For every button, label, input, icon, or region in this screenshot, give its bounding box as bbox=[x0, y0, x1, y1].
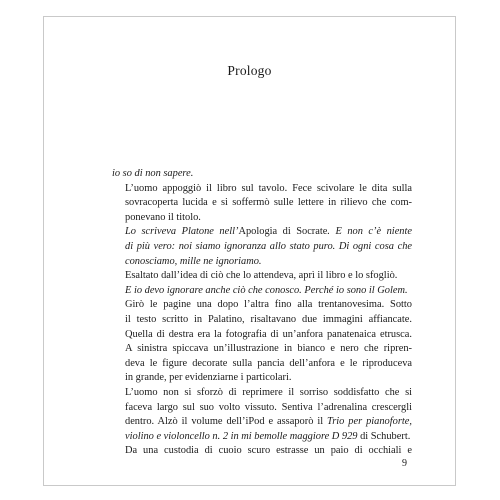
roman-run: dentro. Alzò il volume dell’iPod e assaporò il bbox=[125, 416, 328, 428]
paragraph bbox=[112, 225, 412, 269]
roman-run: deva le figure decorate sulla pancia dell’anfora e le riproduceva bbox=[125, 357, 412, 369]
body-text bbox=[112, 167, 412, 459]
book-page bbox=[43, 16, 456, 486]
text-line bbox=[112, 196, 412, 211]
italic-run: . E non c’è niente bbox=[327, 226, 413, 238]
page-number: 9 bbox=[402, 458, 407, 469]
text-line bbox=[112, 444, 412, 459]
roman-run: A sinistra spiccava un’illustrazione in bianco e nero che ripren- bbox=[125, 343, 412, 355]
italic-run: Trio per pianoforte, bbox=[327, 416, 412, 428]
roman-run: di Schubert. bbox=[357, 430, 411, 442]
roman-run: in grande, per evidenziarne i particolari. bbox=[125, 372, 292, 384]
italic-run: violino e violoncello n. 2 in mi bemolle maggiore D 929 bbox=[125, 430, 358, 442]
roman-run: L’uomo appoggiò il libro sul tavolo. Fece scivolare le dita sulla bbox=[125, 182, 412, 194]
roman-run: Da una custodia di cuoio scuro estrasse un paio di occhiali e bbox=[125, 445, 412, 457]
text-line bbox=[112, 240, 412, 255]
text-line bbox=[112, 269, 412, 284]
roman-run: ponevano il titolo. bbox=[125, 211, 201, 223]
text-line bbox=[112, 328, 412, 343]
roman-run: sovracoperta lucida e si soffermò sulle lettere in rilievo che com- bbox=[125, 197, 412, 209]
text-line bbox=[112, 284, 412, 299]
text-line bbox=[112, 357, 412, 372]
text-line bbox=[112, 211, 412, 226]
chapter-title: Prologo bbox=[227, 63, 272, 78]
text-line bbox=[112, 342, 412, 357]
paragraph bbox=[112, 444, 412, 459]
roman-run: il testo scritto in Palatino, risaltavano due immagini affiancate. bbox=[125, 313, 412, 325]
text-line bbox=[112, 430, 412, 445]
italic-run: Lo scriveva Platone nell’ bbox=[125, 226, 239, 238]
roman-run: Girò le pagine una dopo l’altra fino alla trentanovesima. Sotto bbox=[125, 299, 412, 311]
text-line bbox=[112, 371, 412, 386]
roman-run: Esaltato dall’idea di ciò che lo attendeva, aprì il libro e lo sfogliò. bbox=[125, 270, 398, 282]
text-line bbox=[112, 415, 412, 430]
text-line bbox=[112, 167, 412, 182]
italic-run: conosciamo, mille ne ignoriamo. bbox=[125, 255, 262, 267]
paragraph bbox=[112, 284, 412, 299]
text-line bbox=[112, 225, 412, 240]
text-line bbox=[112, 182, 412, 197]
roman-run: Apologia di Socrate bbox=[238, 226, 328, 238]
paragraph bbox=[112, 298, 412, 386]
text-line bbox=[112, 386, 412, 401]
paragraph bbox=[112, 269, 412, 284]
text-line bbox=[112, 313, 412, 328]
text-line bbox=[112, 401, 412, 416]
italic-run: io so di non sapere. bbox=[112, 168, 194, 179]
paragraph bbox=[112, 167, 412, 182]
paragraph bbox=[112, 182, 412, 226]
roman-run: Quella di destra era la fotografia di un’anfora panatenaica etrusca. bbox=[125, 328, 412, 340]
text-line bbox=[112, 298, 412, 313]
text-line bbox=[112, 255, 412, 270]
italic-run: E io devo ignorare anche ciò che conosco. Perché io sono il Golem. bbox=[125, 284, 408, 296]
italic-run: di più vero: noi siamo ignoranza allo stato puro. Di ogni cosa che bbox=[125, 240, 412, 252]
paragraph bbox=[112, 386, 412, 444]
roman-run: L’uomo non si sforzò di reprimere il sorriso soddisfatto che si bbox=[125, 386, 412, 398]
roman-run: faceva largo sul suo volto vissuto. Sentiva l’adrenalina crescergli bbox=[125, 401, 412, 413]
